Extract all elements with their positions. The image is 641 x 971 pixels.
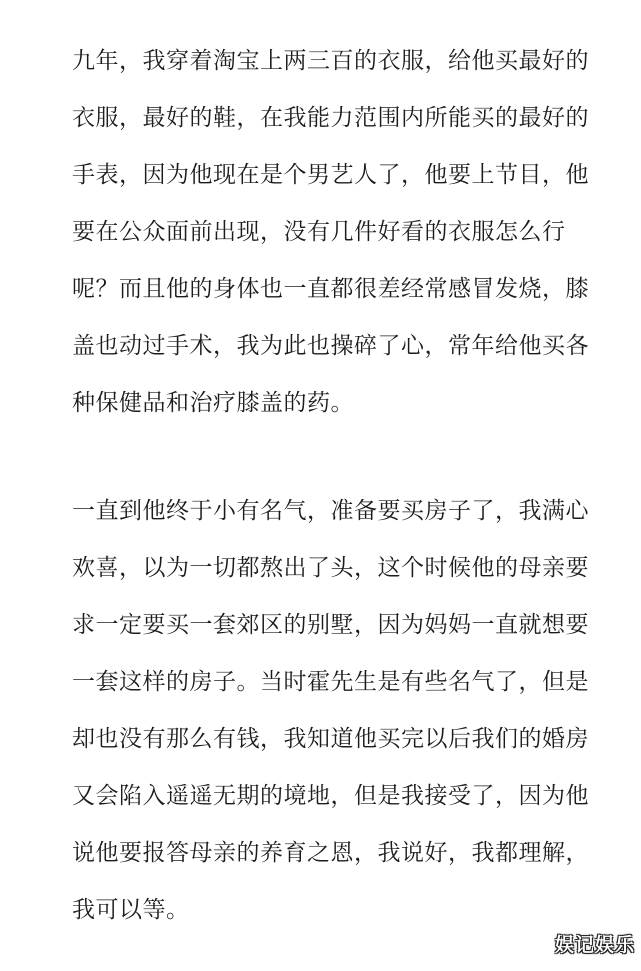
text-line: 却也没有那么有钱，我知道他买完以后我们的婚房 xyxy=(72,726,589,752)
watermark-text: 娱记娱乐 xyxy=(554,934,635,956)
text-line: 我可以等。 xyxy=(72,897,190,923)
text-line: 一直到他终于小有名气，准备要买房子了，我满心 xyxy=(72,498,589,524)
text-line: 呢？而且他的身体也一直都很差经常感冒发烧，膝 xyxy=(72,276,589,302)
text-line: 盖也动过手术，我为此也操碎了心，常年给他买各 xyxy=(72,333,589,359)
paragraph-2 xyxy=(72,483,589,939)
text-line: 说他要报答母亲的养育之恩，我说好，我都理解， xyxy=(72,840,589,866)
text-line: 要在公众面前出现，没有几件好看的衣服怎么行 xyxy=(72,219,566,245)
text-line: 欢喜，以为一切都熬出了头，这个时候他的母亲要 xyxy=(72,555,589,581)
paragraph-1 xyxy=(72,33,589,432)
text-line: 一套这样的房子。当时霍先生是有些名气了，但是 xyxy=(72,669,589,695)
text-line: 种保健品和治疗膝盖的药。 xyxy=(72,390,354,416)
text-line: 求一定要买一套郊区的别墅，因为妈妈一直就想要 xyxy=(72,612,589,638)
text-line: 九年，我穿着淘宝上两三百的衣服，给他买最好的 xyxy=(72,48,589,74)
text-line: 衣服，最好的鞋，在我能力范围内所能买的最好的 xyxy=(72,105,589,131)
text-line: 又会陷入遥遥无期的境地，但是我接受了，因为他 xyxy=(72,783,589,809)
text-line: 手表，因为他现在是个男艺人了，他要上节目，他 xyxy=(72,162,589,188)
